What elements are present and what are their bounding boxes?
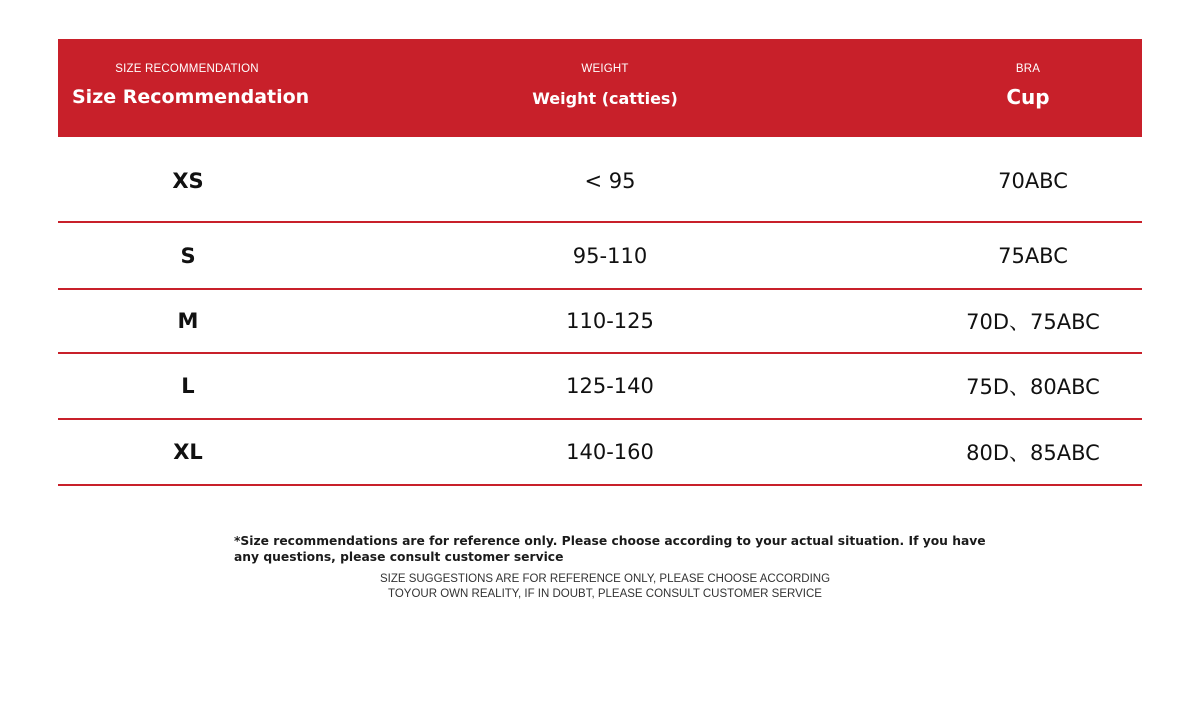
cup-cell: 75ABC bbox=[998, 243, 1068, 268]
header-size-column bbox=[72, 39, 310, 137]
cup-cell: 80D、85ABC bbox=[966, 441, 1100, 465]
cup-cell: 70ABC bbox=[998, 169, 1068, 193]
header-cup-caption: BRA bbox=[1015, 63, 1041, 75]
size-cell: L bbox=[181, 374, 195, 398]
table-row bbox=[58, 290, 1142, 354]
cup-cell: 75D、80ABC bbox=[966, 375, 1100, 399]
header-size-title: Size Recommendation bbox=[72, 86, 310, 108]
size-cell: XS bbox=[172, 169, 204, 193]
weight-cell: < 95 bbox=[584, 169, 636, 193]
weight-cell: 110-125 bbox=[566, 309, 654, 333]
cup-cell: 70D、75ABC bbox=[966, 310, 1100, 334]
header-weight-title: Weight (catties) bbox=[532, 89, 678, 108]
header-cup-column bbox=[948, 39, 1108, 137]
reference-note-upper-line-1: SIZE SUGGESTIONS ARE FOR REFERENCE ONLY, PLEASE CHOOSE ACCORDING bbox=[379, 573, 831, 585]
weight-cell: 95-110 bbox=[572, 243, 648, 268]
header-cup-title: Cup bbox=[1006, 85, 1050, 109]
table-row bbox=[58, 223, 1142, 290]
size-cell: S bbox=[180, 243, 196, 268]
table-row bbox=[58, 137, 1142, 223]
reference-note: *Size recommendations are for reference only. Please choose according to your actual situation. If you have any questions, please consult customer service bbox=[234, 534, 986, 564]
header-weight-caption: WEIGHT bbox=[581, 63, 629, 75]
table-row bbox=[58, 420, 1142, 486]
reference-note-upper-line-2: TOYOUR OWN REALITY, IF IN DOUBT, PLEASE CONSULT CUSTOMER SERVICE bbox=[388, 587, 822, 600]
weight-cell: 140-160 bbox=[566, 440, 654, 464]
header-weight-column bbox=[490, 39, 720, 137]
header-size-caption: SIZE RECOMMENDATION bbox=[115, 63, 259, 75]
weight-cell: 125-140 bbox=[566, 374, 654, 398]
table-row bbox=[58, 354, 1142, 420]
size-cell: M bbox=[177, 309, 199, 333]
table-header bbox=[58, 39, 1142, 137]
size-table bbox=[58, 39, 1142, 486]
size-cell: XL bbox=[173, 440, 203, 464]
reference-note-uppercase bbox=[300, 572, 910, 601]
